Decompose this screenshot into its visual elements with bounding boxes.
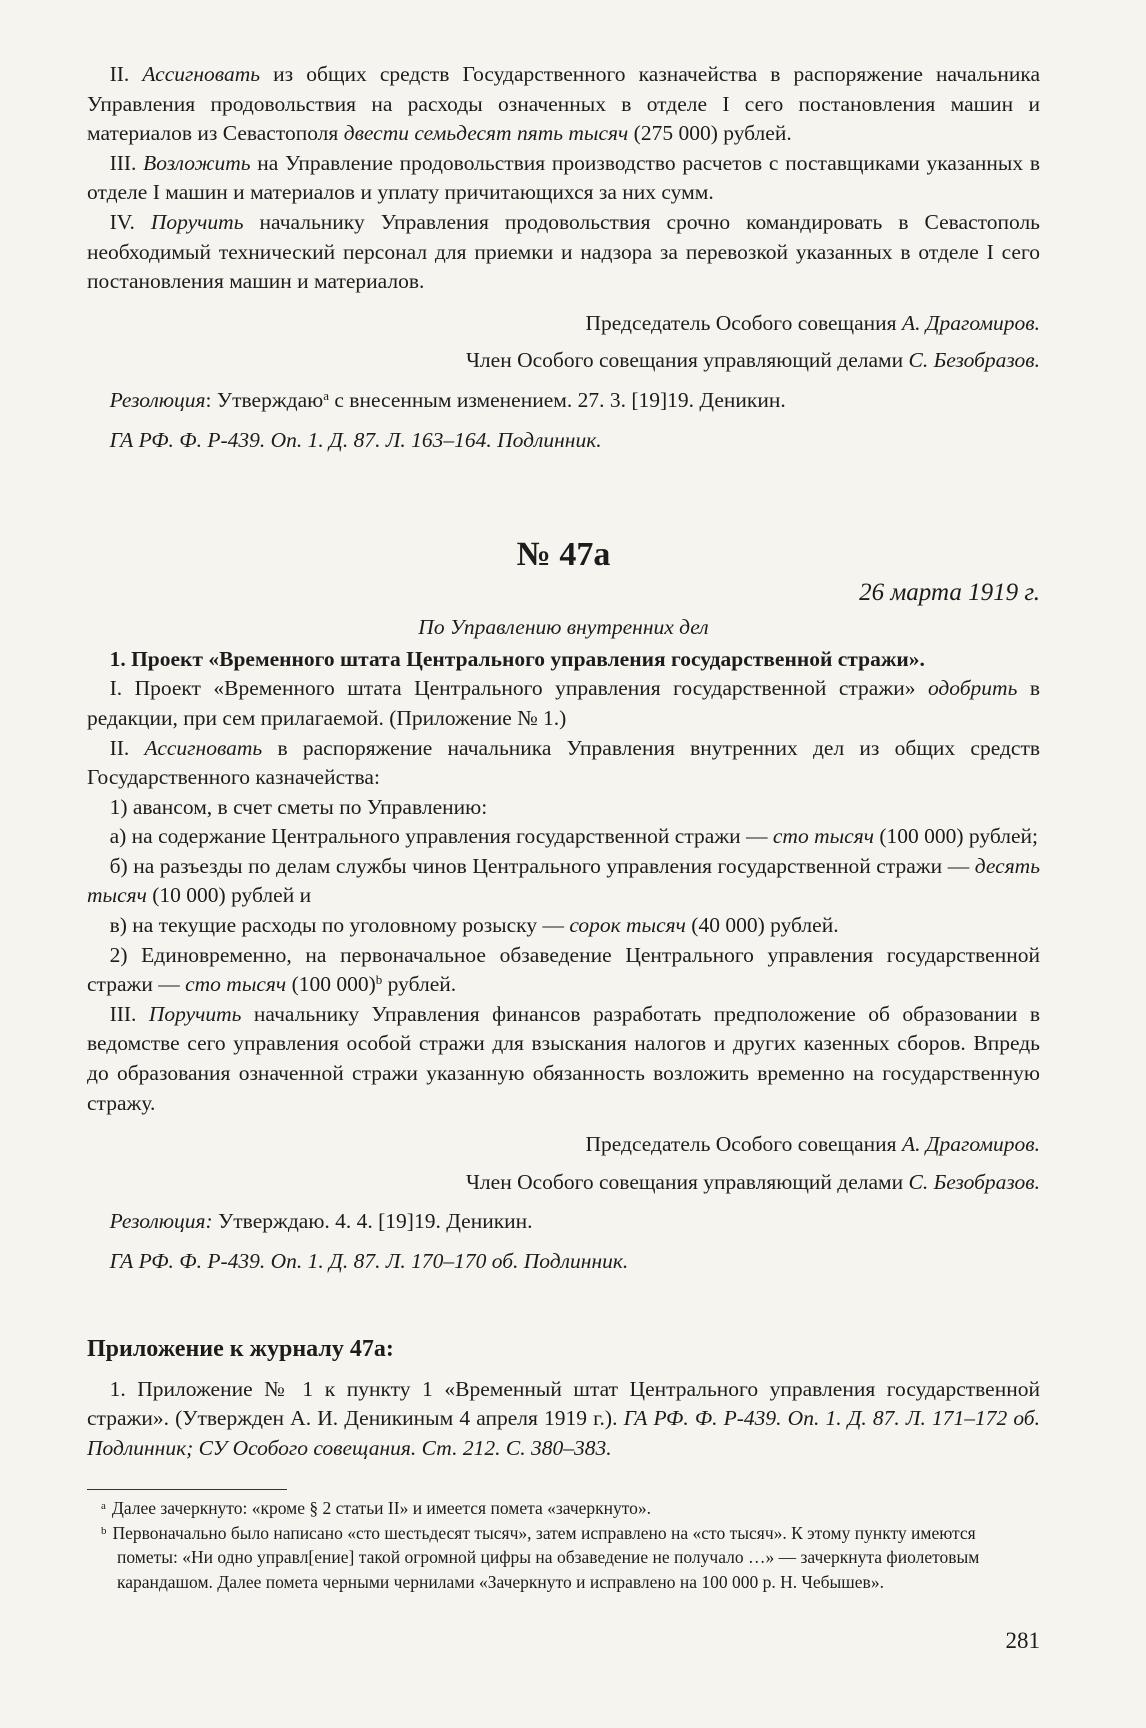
intro-paragraph-2 <box>87 60 1040 149</box>
paragraph-text: 2) Единовременно, на первоначальное обзаведение Центрального управления государственной стражи — <box>87 942 1040 997</box>
intro-paragraph-4 <box>87 208 1040 297</box>
verb: Поручить <box>150 209 244 234</box>
paragraph-number: II. <box>109 62 143 86</box>
footnote-divider <box>87 1489 287 1490</box>
footnote-b <box>87 1521 1040 1595</box>
signature-name: С. Безобразов. <box>908 1169 1040 1194</box>
paragraph-text: (100 000) рублей; <box>873 824 1039 849</box>
list-item-2 <box>87 941 1040 1000</box>
signature-role: Председатель Особого совещания <box>585 1132 902 1157</box>
paragraph-text: (10 000) рублей и <box>146 883 312 908</box>
intro-section <box>87 60 1040 455</box>
resolution-label: Резолюция <box>109 387 206 412</box>
signature-chairman <box>87 309 1040 339</box>
signature-name: А. Драгомиров. <box>901 1132 1040 1157</box>
signature-role: Председатель Особого совещания <box>585 310 902 335</box>
paragraph-text: в) на текущие расходы по уголовному розыску — <box>109 913 570 938</box>
paragraph-text: (40 000) рублей. <box>685 913 839 938</box>
amount-words: сто тысяч <box>772 824 874 849</box>
appendix-source: ГА РФ. Ф. Р-439. Оп. 1. Д. 87. Л. 171–172 об. Подлинник; СУ Особого совещания. Ст. 212. С. 380–383. <box>87 1406 1040 1460</box>
footnote-mark: b <box>101 1524 107 1537</box>
resolution-text: : Утверждаю <box>205 387 324 412</box>
paragraph-text: начальнику Управления продовольствия срочно командировать в Севастополь необходимый технический персонал для приемки и надзора за перевозкой указанных в отделе I сего постановления машин и материалов. <box>87 209 1040 294</box>
paragraph-text: на Управление продовольствия производство расчетов с поставщиками указанных в отделе I машин и материалов и уплату причитающихся за них сумм. <box>87 150 1040 205</box>
list-item-v <box>87 911 1040 941</box>
paragraph-text: б) на разъезды по делам службы чинов Центрального управления государственной стражи — <box>109 853 975 878</box>
paragraph-text: в редакции, при сем прилагаемой. (Приложение № 1.) <box>87 676 1040 730</box>
signature-name: А. Драгомиров. <box>901 310 1040 335</box>
footnote-mark: a <box>101 1500 106 1513</box>
signature-member <box>87 1168 1040 1198</box>
verb: одобрить <box>927 676 1018 701</box>
verb: Ассигновать <box>144 735 263 760</box>
paragraph-text: I. Проект «Временного штата Центрального управления государственной стражи» <box>109 676 928 701</box>
paragraph-text: рублей. <box>382 972 457 997</box>
appendix-section <box>87 1333 1040 1464</box>
signature-name: С. Безобразов. <box>908 348 1040 373</box>
footnote-text: Первоначально было написано «сто шестьдесят тысяч», затем исправлено на «сто тысяч». К этому пункту имеются пометы: «Ни одно управл[ение] такой огромной цифры на обзаведение не получало …» — зачеркнута фиолетовым карандашом. Далее помета черными чернилами «Зачеркнуто и исправлено на 100 000 р. Н. Чебышев». <box>112 1522 980 1592</box>
amount-words: сто тысяч <box>185 972 287 997</box>
verb: Возложить <box>143 150 251 175</box>
footnotes <box>87 1496 1040 1594</box>
document-department: По Управлению внутренних дел <box>418 615 709 640</box>
doc-paragraph-2 <box>87 734 1040 793</box>
paragraph-text: из общих средств Государственного казначейства в распоряжение начальника Управления продовольствия на расходы означенных в отделе I сего постановления машин и материалов из Севастополя <box>87 62 1040 146</box>
list-item-a <box>87 822 1040 852</box>
verb: Ассигновать <box>142 62 261 86</box>
appendix-item <box>87 1375 1040 1464</box>
doc-paragraph-1 <box>87 674 1040 733</box>
resolution-label: Резолюция: <box>109 1209 213 1234</box>
paragraph-text: а) на содержание Центрального управления государственной стражи — <box>109 824 773 849</box>
paragraph-number: II. <box>109 735 145 760</box>
paragraph-text: (275 000) рублей. <box>628 121 792 146</box>
resolution-text: с внесенным изменением. 27. 3. [19]19. Деникин. <box>329 387 786 412</box>
resolution <box>87 386 1040 416</box>
signature-member <box>87 346 1040 376</box>
resolution <box>87 1207 1040 1237</box>
paragraph-number: III. <box>109 150 144 175</box>
paragraph-number: IV. <box>109 209 151 234</box>
paragraph-text: начальнику Управления финансов разработать предположение об образовании в ведомстве сего управления особой стражи для взыскания налогов и других казенных сборов. Впредь до образования означенной стражи указанную обязанность возложить временно на государственную стражу. <box>87 1001 1040 1115</box>
appendix-title: Приложение к журналу 47а: <box>87 1335 394 1362</box>
appendix-text: 1. Приложение № 1 к пункту 1 «Временный штат Центрального управления государственной стражи». (Утвержден А. И. Деникиным 4 апреля 1919 г.). <box>87 1376 1040 1431</box>
section-heading: 1. Проект «Временного штата Центрального управления государственной стражи». <box>109 646 925 671</box>
paragraph-text: в распоряжение начальника Управления внутренних дел из общих средств Государственного казначейства: <box>87 735 1040 790</box>
footnote-text: Далее зачеркнуто: «кроме § 2 статьи II» и имеется помета «зачеркнуто». <box>111 1498 652 1519</box>
doc-paragraph-3 <box>87 1000 1040 1118</box>
resolution-text: Утверждаю. 4. 4. [19]19. Деникин. <box>212 1209 533 1234</box>
document-number: № 47а <box>516 536 611 574</box>
signature-role: Член Особого совещания управляющий делами <box>465 1169 909 1194</box>
footnote-mark[interactable]: b <box>375 972 383 988</box>
paragraph-text: (100 000) <box>286 972 376 997</box>
archive-reference: ГА РФ. Ф. Р-439. Оп. 1. Д. 87. Л. 163–164. Подлинник. <box>109 427 602 452</box>
amount-words: десять тысяч <box>87 853 1040 908</box>
list-item-1: 1) авансом, в счет сметы по Управлению: <box>109 794 488 819</box>
archive-reference: ГА РФ. Ф. Р-439. Оп. 1. Д. 87. Л. 170–170 об. Подлинник. <box>109 1249 629 1273</box>
amount-words: сорок тысяч <box>569 913 686 938</box>
footnote-mark[interactable]: a <box>323 387 329 403</box>
paragraph-number: III. <box>109 1001 149 1026</box>
document-date: 26 марта 1919 г. <box>859 579 1040 607</box>
signature-role: Член Особого совещания управляющий делами <box>465 348 909 373</box>
verb: Поручить <box>148 1001 242 1026</box>
amount-words: двести семьдесят пять тысяч <box>343 121 629 146</box>
document-47a <box>87 535 1040 1276</box>
footnote-a <box>87 1496 1040 1521</box>
list-item-b <box>87 852 1040 911</box>
intro-paragraph-3 <box>87 149 1040 208</box>
page-number: 281 <box>1005 1628 1040 1653</box>
signature-chairman <box>87 1130 1040 1160</box>
